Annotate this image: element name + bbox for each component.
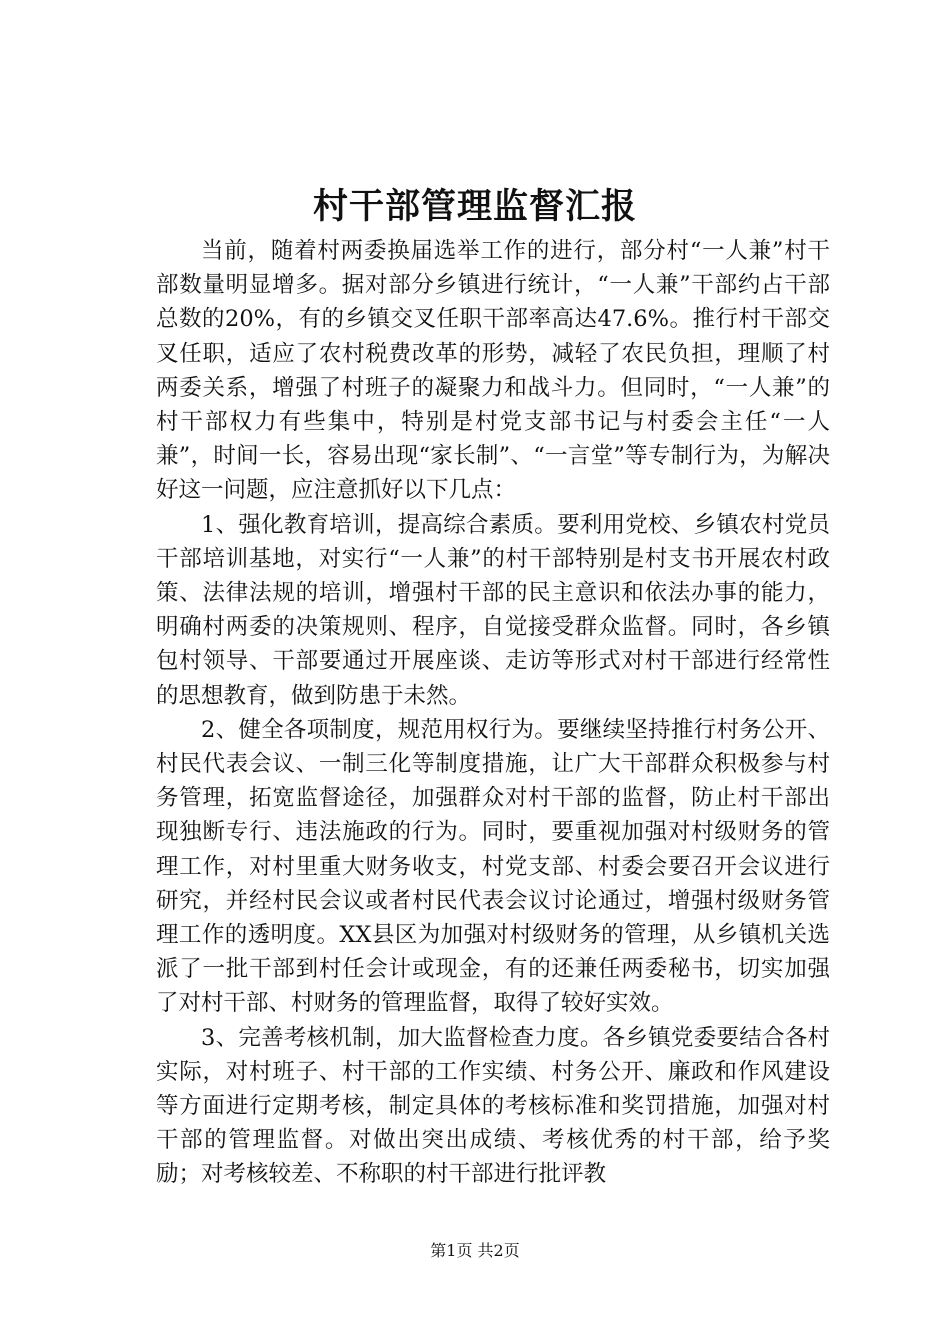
page-number-footer: 第1页 共2页 <box>430 1241 520 1260</box>
document-title: 村干部管理监督汇报 <box>312 186 637 227</box>
paragraph-point-1: 1、强化教育培训，提高综合素质。要利用党校、乡镇农村党员干部培训基地，对实行“一人兼”的村干部特别是村支书开展农村政策、法律法规的培训，增强村干部的民主意识和依法办事的能力，明确村两委的决策规则、程序，自觉接受群众监督。同时，各乡镇包村领导、干部要通过开展座谈、走访等形式对村干部进行经常性的思想教育，做到防患于未然。 <box>156 511 830 709</box>
paragraph-point-2: 2、健全各项制度，规范用权行为。要继续坚持推行村务公开、村民代表会议、一制三化等制度措施，让广大干部群众积极参与村务管理，拓宽监督途径，加强群众对村干部的监督，防止村干部出现独断专行、违法施政的行为。同时，要重视加强对村级财务的管理工作，对村里重大财务收支，村党支部、村委会要召开会议进行研究，并经村民会议或者村民代表会议讨论通过，增强村级财务管理工作的透明度。XX县区为加强对村级财务的管理，从乡镇机关选派了一批干部到村任会计或现金，有的还兼任两委秘书，切实加强了对村干部、村财务的管理监督，取得了较好实效。 <box>156 716 830 1017</box>
paragraph-intro: 当前，随着村两委换届选举工作的进行，部分村“一人兼”村干部数量明显增多。据对部分乡镇进行统计，“一人兼”干部约占干部总数的20%，有的乡镇交叉任职干部率高达47.6%。推行村干部交叉任职，适应了农村税费改革的形势，减轻了农民负担，理顺了村两委关系，增强了村班子的凝聚力和战斗力。但同时，“一人兼”的村干部权力有些集中，特别是村党支部书记与村委会主任“一人兼”，时间一长，容易出现“家长制”、“一言堂”等专制行为，为解决好这一问题，应注意抓好以下几点： <box>156 238 830 504</box>
document-body <box>156 234 830 1192</box>
paragraph-point-3: 3、完善考核机制，加大监督检查力度。各乡镇党委要结合各村实际，对村班子、村干部的工作实绩、村务公开、廉政和作风建设等方面进行定期考核，制定具体的考核标准和奖罚措施，加强对村干部的管理监督。对做出突出成绩、考核优秀的村干部，给予奖励；对考核较差、不称职的村干部进行批评教 <box>156 1024 830 1188</box>
